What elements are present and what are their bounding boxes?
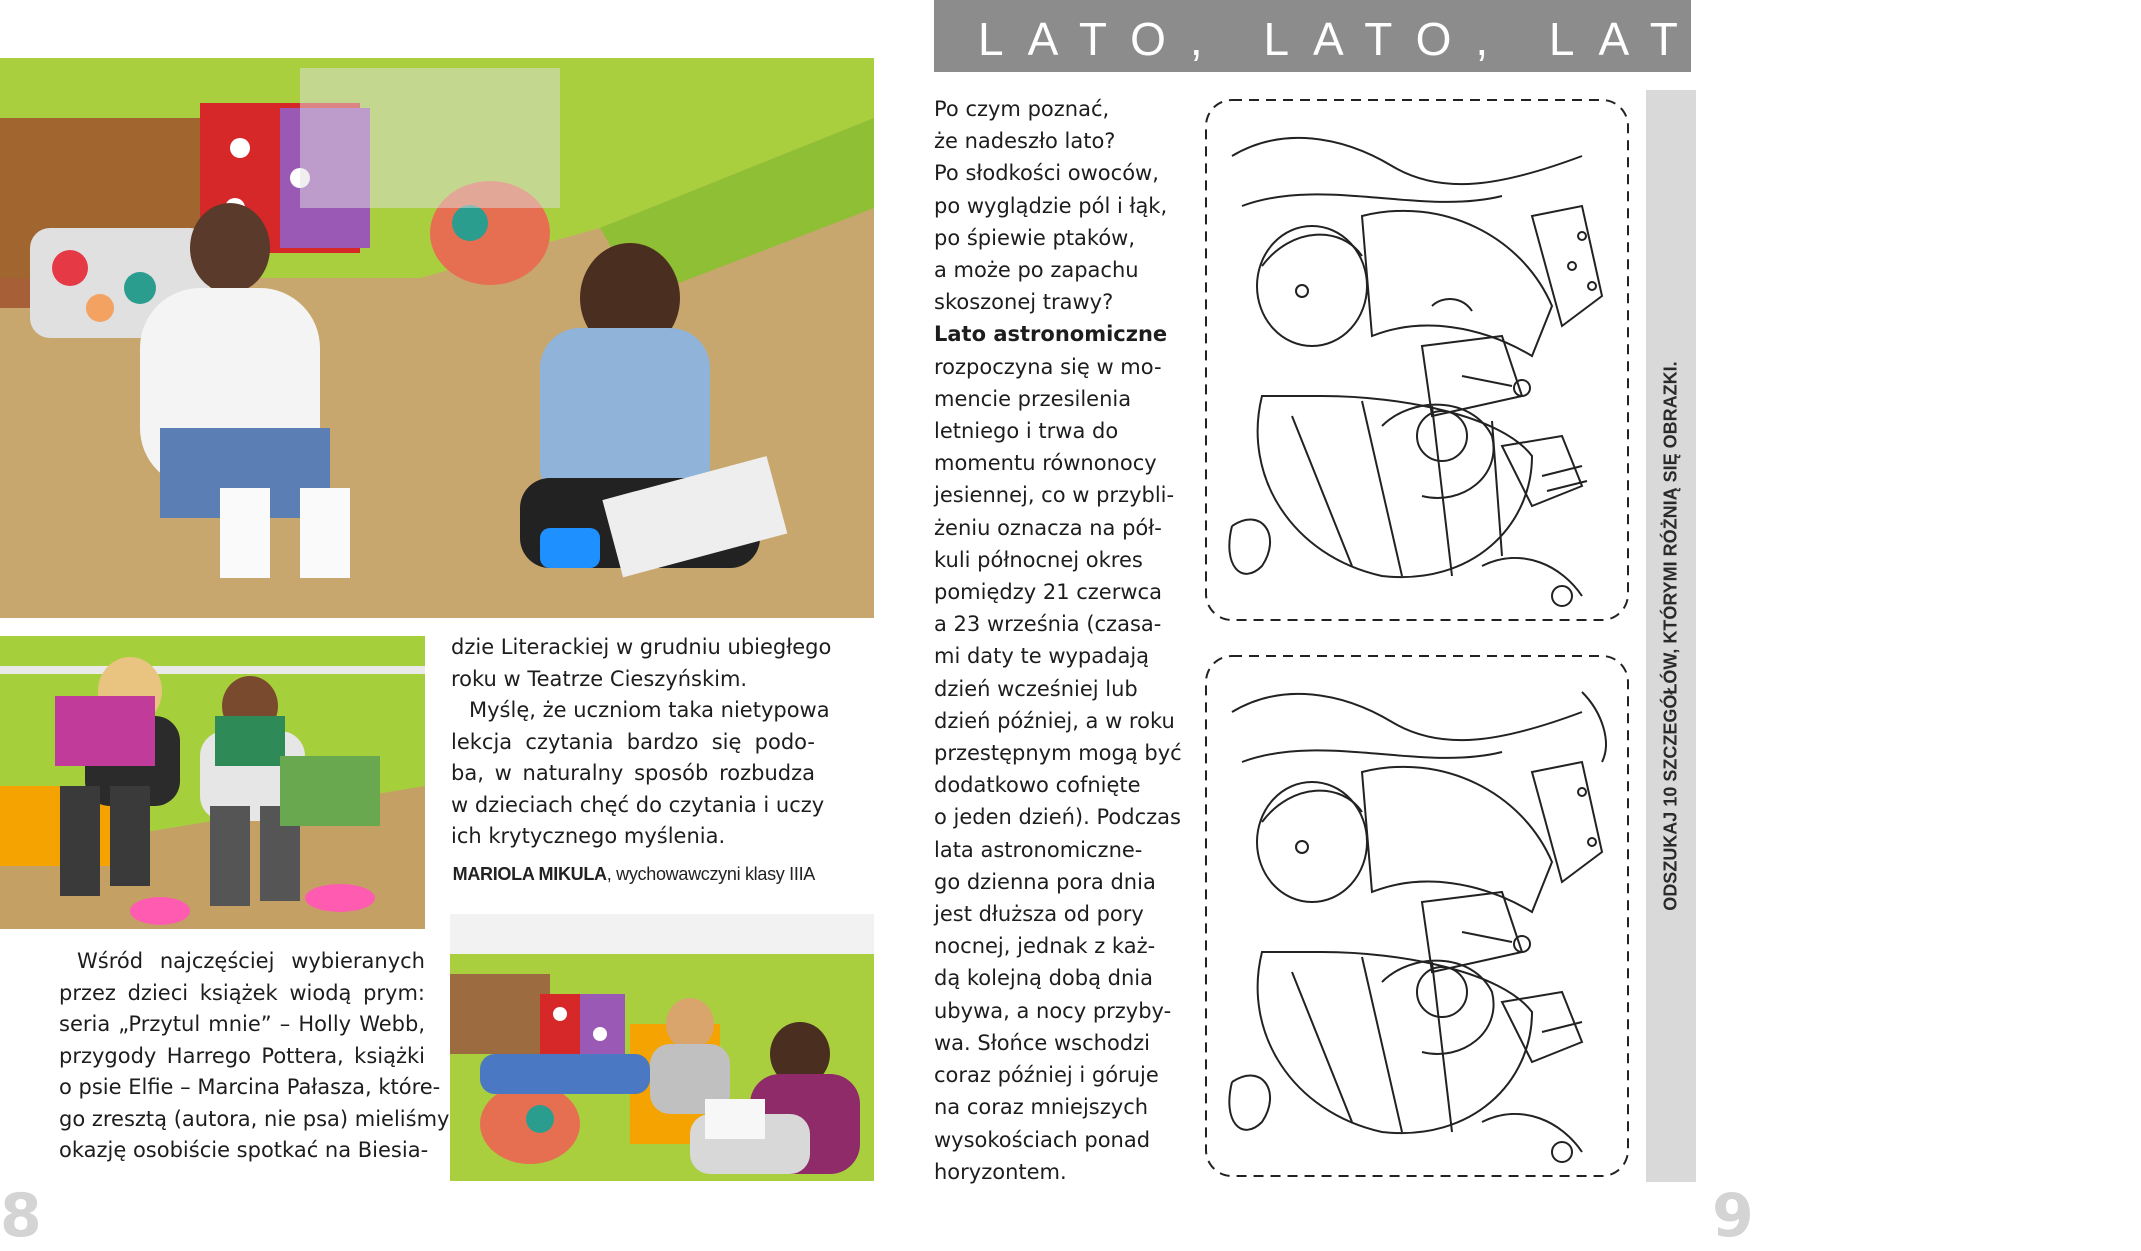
text-line: jest dłuższa od pory xyxy=(934,902,1144,927)
text-line: lekcja czytania bardzo się podo- xyxy=(451,729,815,754)
text-line: okazję osobiście spotkać na Biesia- xyxy=(59,1138,429,1162)
page-number-right: 9 xyxy=(1712,1181,1754,1251)
text-line: pomiędzy 21 czerwca xyxy=(934,580,1162,605)
text-line: dą kolejną dobą dnia xyxy=(934,966,1153,991)
text-line: Wśród najczęściej wybieranych xyxy=(77,949,425,973)
text-line: letniego i trwa do xyxy=(934,419,1119,444)
text-line: ich krytycznego myślenia. xyxy=(451,824,726,848)
text-line: Po słodkości owoców, xyxy=(934,161,1159,186)
text-line: jesiennej, co w przybli- xyxy=(934,483,1175,508)
text-line: przestępnym mogą być xyxy=(934,741,1182,766)
body-block xyxy=(934,351,1184,1188)
text-line: go zresztą (autora, nie psa) mieliśmy xyxy=(59,1106,450,1131)
page-number-left: 8 xyxy=(0,1181,42,1251)
bold-heading: Lato astronomiczne xyxy=(934,322,1168,347)
photo-children-on-cushions xyxy=(450,914,874,1181)
text-line: po śpiewie ptaków, xyxy=(934,225,1136,250)
text-line: po wyglądzie pól i łąk, xyxy=(934,193,1168,218)
text-line: mencie przesilenia xyxy=(934,386,1132,411)
text-line: żeniu oznacza na pół- xyxy=(934,515,1162,540)
text-line: roku w Teatrze Cieszyńskim. xyxy=(451,666,748,691)
left-col2-text xyxy=(451,632,832,890)
text-line: Myślę, że uczniom taka nietypowa xyxy=(469,698,830,722)
photo-children-reading-large xyxy=(0,58,874,618)
text-line: horyzontem. xyxy=(934,1159,1067,1184)
text-line: o jeden dzień). Podczas xyxy=(934,805,1181,830)
text-line: dzień wcześniej lub xyxy=(934,676,1138,701)
byline-role: , wychowawczyni klasy IIIA xyxy=(606,863,815,884)
side-caption: ODSZUKAJ 10 SZCZEGÓŁÓW, KTÓRYMI RÓŻNIĄ SIĘ OBRAZKI. xyxy=(1660,361,1681,911)
text-line: skoszonej trawy? xyxy=(934,290,1114,315)
text-line: w dzieciach chęć do czytania i uczy xyxy=(451,792,825,817)
text-line: dzień później, a w roku xyxy=(934,708,1175,733)
text-line: dodatkowo cofnięte xyxy=(934,773,1141,798)
coloring-puzzle-top xyxy=(1202,96,1632,624)
text-line: a 23 września (czasa- xyxy=(934,612,1162,637)
text-line: wysokościach ponad xyxy=(934,1127,1151,1152)
text-line: lata astronomiczne- xyxy=(934,837,1143,862)
coloring-puzzle-bottom xyxy=(1202,652,1632,1180)
byline-name: MARIOLA MIKULA xyxy=(452,863,607,884)
text-line: przez dzieci książek wiodą prym: xyxy=(59,980,425,1005)
text-line: wa. Słońce wschodzi xyxy=(934,1030,1150,1055)
text-line: a może po zapachu xyxy=(934,258,1139,283)
text-line: o psie Elfie – Marcina Pałasza, które- xyxy=(59,1075,441,1099)
text-line: go dzienna pora dnia xyxy=(934,869,1156,894)
text-line: przygody Harrego Pottera, książki xyxy=(59,1043,425,1068)
text-line: momentu równonocy xyxy=(934,451,1157,476)
text-line: mi daty te wypadają xyxy=(934,644,1150,669)
intro-block xyxy=(934,93,1184,318)
text-line: ubywa, a nocy przyby- xyxy=(934,998,1172,1023)
photo-two-girls-reading xyxy=(0,636,425,929)
text-line: ba, w naturalny sposób rozbudza xyxy=(451,761,815,785)
title-bar xyxy=(934,0,2141,72)
side-caption-strip xyxy=(1646,90,1696,1182)
right-article-text xyxy=(934,93,1184,1188)
text-line: dzie Literackiej w grudniu ubiegłego xyxy=(451,635,832,659)
text-line: seria „Przytul mnie” – Holly Webb, xyxy=(59,1012,425,1036)
byline xyxy=(451,859,815,891)
page-title: LATO, LATO, LATO CZEKA… xyxy=(978,13,2141,65)
text-line: na coraz mniejszych xyxy=(934,1095,1149,1120)
text-line: że nadeszło lato? xyxy=(934,129,1116,154)
text-line: Po czym poznać, xyxy=(934,97,1110,121)
text-line: kuli północnej okres xyxy=(934,547,1143,572)
text-line: nocnej, jednak z każ- xyxy=(934,934,1156,959)
text-line: coraz później i góruje xyxy=(934,1063,1159,1088)
text-line: rozpoczyna się w mo- xyxy=(934,354,1162,379)
left-col1-text xyxy=(59,946,450,1167)
